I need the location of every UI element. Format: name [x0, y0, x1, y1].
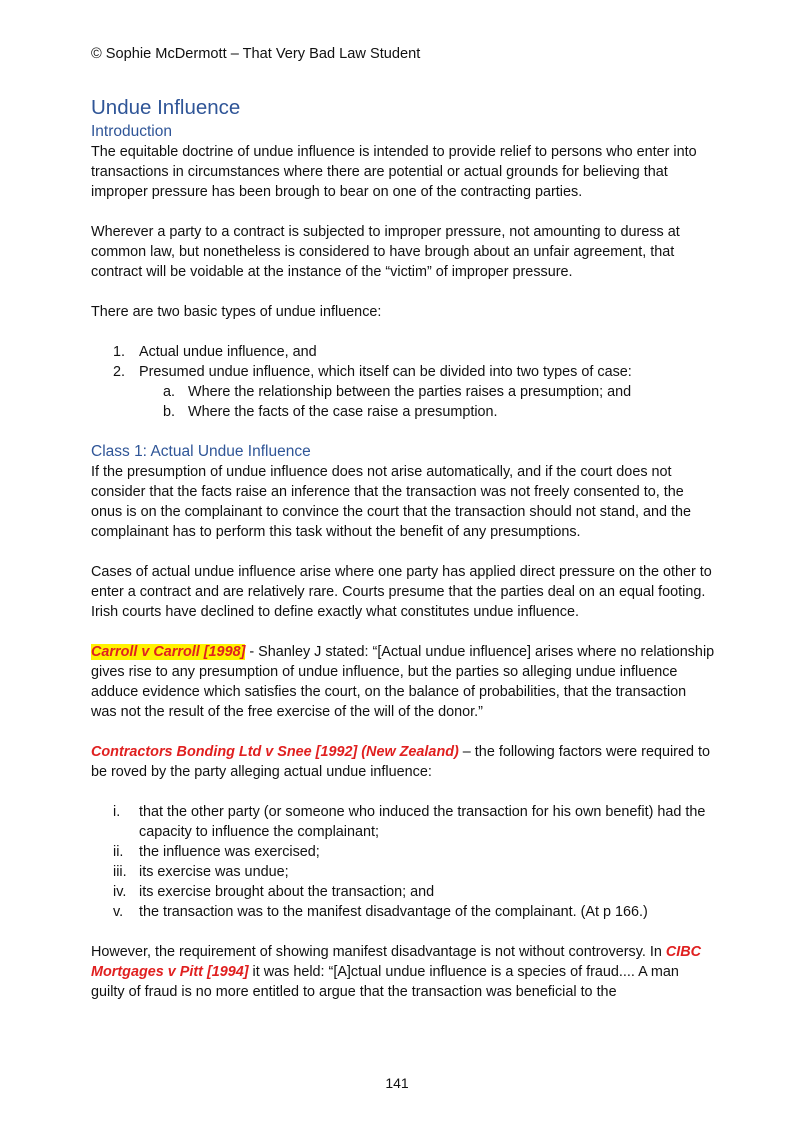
class1-paragraph-2: Cases of actual undue influence arise where one party has applied direct pressure on the other to enter a contract and are relatively rare. Courts presume that the parties deal on an equal footing. Irish courts have declined to define exactly what constitutes undue influence.	[91, 564, 712, 620]
list-marker: iv.	[113, 884, 127, 900]
page-title: Undue Influence	[91, 96, 241, 119]
list-marker: v.	[113, 904, 124, 920]
factors-list	[91, 802, 715, 922]
carroll-text: - Shanley J stated: “[Actual undue influence] arises where no relationship gives rise to any presumption of undue influence, but the parties so alleging undue influence adduce evidence which satisfies the court, on the balance of probabilities, that the transaction was not the result of the free exercise of the will of the donor.”	[91, 644, 715, 720]
intro-paragraph-2: Wherever a party to a contract is subjected to improper pressure, not amounting to duress at common law, but nonetheless is considered to have brough about an unfair agreement, that contract will be voidable at the instance of the “victim” of improper pressure.	[91, 224, 680, 280]
carroll-paragraph	[91, 642, 715, 722]
section-heading-introduction: Introduction	[91, 123, 172, 140]
section-heading-class-1: Class 1: Actual Undue Influence	[91, 443, 311, 460]
case-name-cibc: CIBC Mortgages v Pitt [1994]	[91, 944, 702, 980]
page-number: 141	[385, 1075, 409, 1091]
list-item-text: Presumed undue influence, which itself can be divided into two types of case:	[139, 364, 632, 380]
list-item-text: its exercise was undue;	[139, 864, 289, 880]
list-item-text: the influence was exercised;	[139, 844, 320, 860]
contractors-paragraph	[91, 742, 715, 782]
list-item	[91, 342, 715, 362]
list-item	[91, 882, 715, 902]
list-item-text: Where the relationship between the parties raises a presumption; and	[188, 384, 632, 400]
sub-list-item	[91, 402, 715, 422]
page-content	[91, 94, 715, 1022]
list-item	[91, 862, 715, 882]
class1-paragraph-1: If the presumption of undue influence does not arise automatically, and if the court does not consider that the facts raise an inference that the transaction was not freely consented to, the onus is on the complainant to convince the court that the transaction should not stand, and the complainant has to perform this task without the benefit of any presumptions.	[91, 464, 692, 540]
sub-list-item	[91, 382, 715, 402]
cibc-text-before: However, the requirement of showing manifest disadvantage is not without controversy. In	[91, 944, 666, 960]
list-marker: ii.	[113, 844, 124, 860]
types-list	[91, 342, 715, 422]
list-marker: a.	[163, 384, 176, 400]
list-item-text: that the other party (or someone who induced the transaction for his own benefit) had the capacity to influence the complainant;	[139, 804, 706, 840]
contractors-text: – the following factors were required to be roved by the party alleging actual undue influence:	[91, 744, 710, 780]
list-item	[91, 842, 715, 862]
list-marker: b.	[163, 404, 176, 420]
list-item	[91, 362, 715, 382]
case-name-carroll: Carroll v Carroll [1998]	[91, 644, 246, 660]
list-marker: 2.	[113, 364, 126, 380]
list-item-text: the transaction was to the manifest disadvantage of the complainant. (At p 166.)	[139, 904, 648, 920]
list-marker: 1.	[113, 344, 126, 360]
list-marker: iii.	[113, 864, 127, 880]
list-item	[91, 902, 715, 922]
intro-paragraph-3: There are two basic types of undue influence:	[91, 304, 382, 320]
list-item-text: Where the facts of the case raise a presumption.	[188, 404, 498, 420]
intro-paragraph-1: The equitable doctrine of undue influence is intended to provide relief to persons who enter into transactions in circumstances where there are potential or actual grounds for believing that improper pressure has been brough to bear on one of the contracting parties.	[91, 144, 697, 200]
list-marker: i.	[113, 804, 121, 820]
cibc-paragraph	[91, 942, 715, 1002]
case-name-contractors: Contractors Bonding Ltd v Snee [1992] (New Zealand)	[91, 744, 459, 760]
list-item	[91, 802, 715, 842]
cibc-text-after: it was held: “[A]ctual undue influence is a species of fraud.... A man guilty of fraud is no more entitled to argue that the transaction was beneficial to the	[91, 964, 679, 1000]
list-item-text: Actual undue influence, and	[139, 344, 317, 360]
copyright-header: © Sophie McDermott – That Very Bad Law Student	[91, 46, 421, 62]
list-item-text: its exercise brought about the transaction; and	[139, 884, 435, 900]
